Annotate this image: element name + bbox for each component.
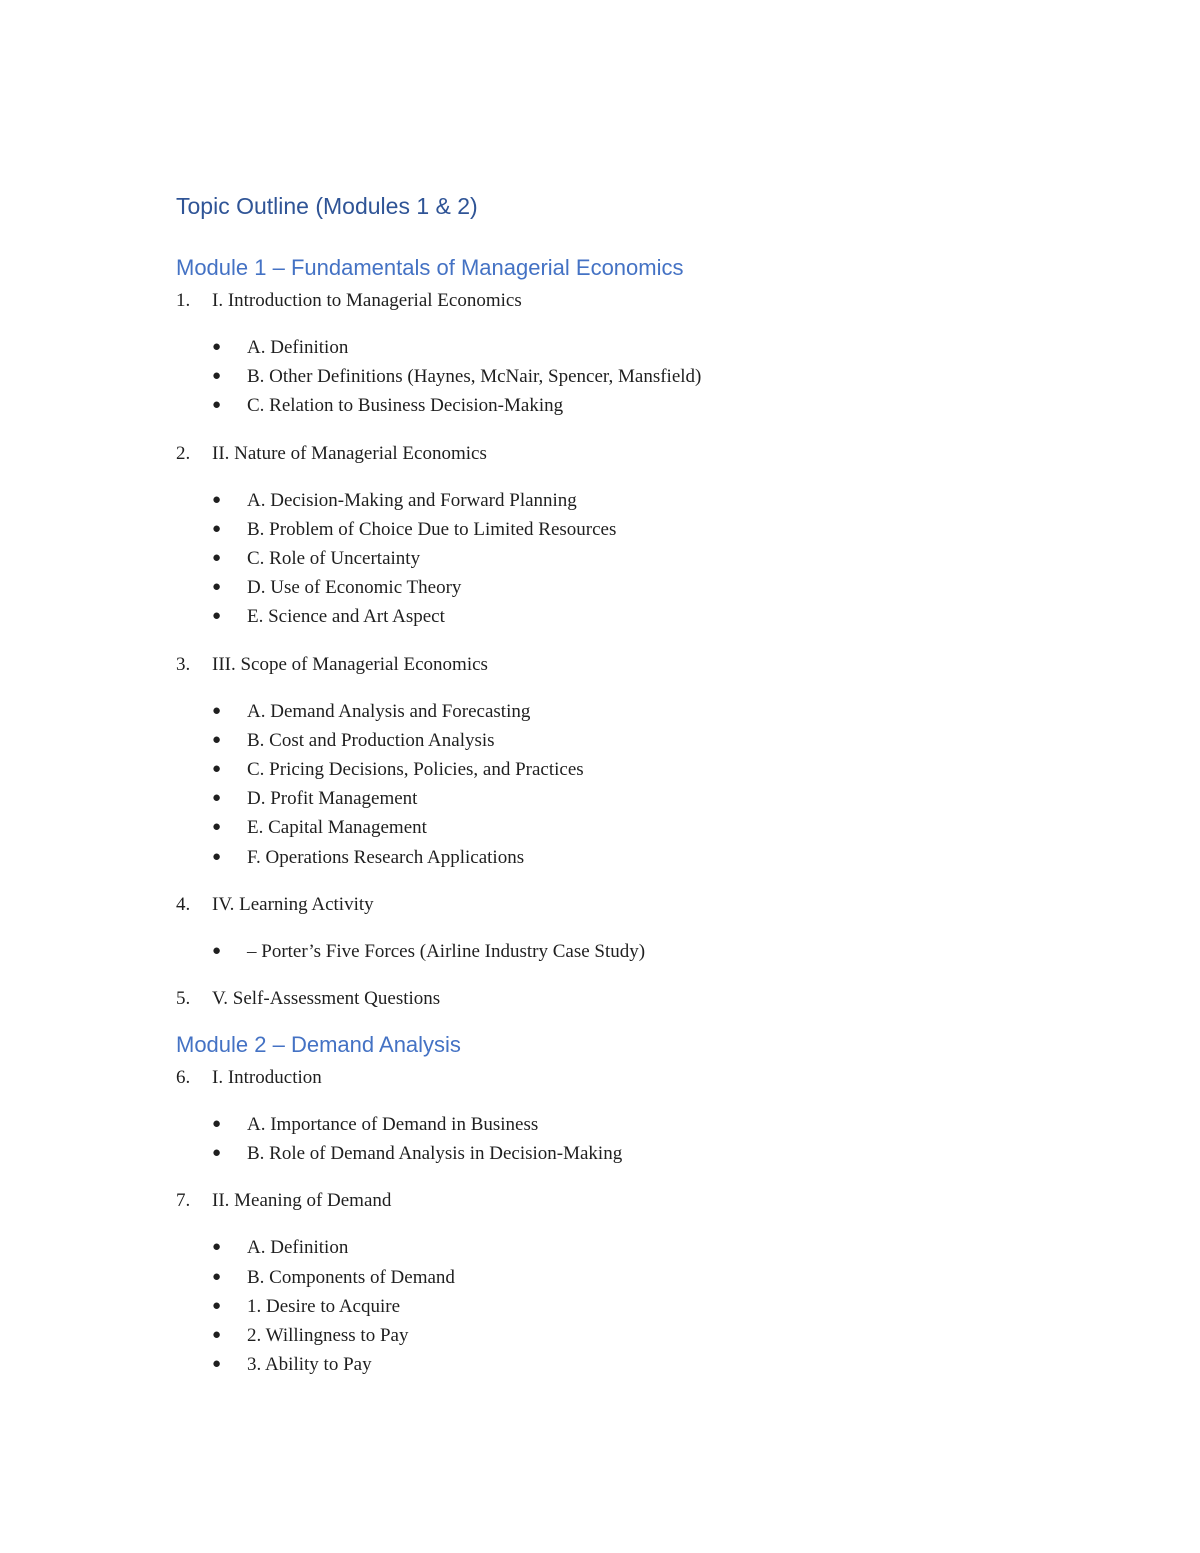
- bullet-icon: ●: [212, 520, 222, 537]
- bullet-list: [176, 697, 1026, 872]
- list-item-text: A. Definition: [247, 337, 349, 358]
- list-item: [212, 602, 1026, 631]
- list-item-text: B. Problem of Choice Due to Limited Resources: [247, 518, 617, 540]
- list-item: [212, 362, 1026, 391]
- bullet-icon: ●: [212, 579, 222, 596]
- section-heading: [176, 1063, 1026, 1092]
- bullet-icon: ●: [212, 339, 222, 355]
- outline-section: [176, 286, 1026, 421]
- module-heading: Module 1 – Fundamentals of Managerial Economics: [176, 255, 684, 280]
- bullet-icon: ●: [212, 550, 222, 567]
- bullet-list: [176, 937, 1026, 966]
- list-item-text: B. Role of Demand Analysis in Decision-Making: [247, 1143, 623, 1165]
- outline-section: [176, 650, 1026, 872]
- list-item: [212, 486, 1026, 515]
- bullet-icon: ●: [212, 942, 222, 959]
- list-item-text: 1. Desire to Acquire: [247, 1295, 401, 1317]
- section-label: II. Meaning of Demand: [212, 1190, 392, 1212]
- outline-section: [176, 439, 1026, 632]
- bullet-icon: ●: [212, 761, 222, 778]
- list-item: [212, 1110, 1026, 1139]
- document-page: [176, 188, 1026, 1397]
- bullet-icon: ●: [212, 608, 222, 625]
- list-item: [212, 1292, 1026, 1321]
- list-item: [212, 784, 1026, 813]
- outline-section: [176, 890, 1026, 966]
- section-label: III. Scope of Managerial Economics: [212, 653, 488, 675]
- list-item-text: E. Science and Art Aspect: [247, 606, 445, 628]
- bullet-list: [176, 486, 1026, 632]
- list-item-text: F. Operations Research Applications: [247, 846, 525, 868]
- bullet-list: [176, 1233, 1026, 1379]
- section-number: 5.: [176, 988, 191, 1010]
- section-label: IV. Learning Activity: [212, 893, 374, 915]
- section-label: II. Nature of Managerial Economics: [212, 442, 487, 464]
- list-item: [212, 813, 1026, 842]
- bullet-icon: ●: [212, 397, 222, 414]
- list-item-text: C. Relation to Business Decision-Making: [247, 395, 564, 417]
- list-item-text: B. Other Definitions (Haynes, McNair, Spencer, Mansfield): [247, 366, 702, 388]
- list-item-text: C. Role of Uncertainty: [247, 548, 421, 570]
- bullet-icon: ●: [212, 790, 222, 807]
- list-item: [212, 726, 1026, 755]
- list-item: [212, 1263, 1026, 1292]
- list-item: [212, 573, 1026, 602]
- bullet-icon: ●: [212, 731, 222, 748]
- list-item-text: A. Importance of Demand in Business: [247, 1114, 539, 1136]
- section-heading: [176, 890, 1026, 919]
- bullet-list: [176, 1110, 1026, 1168]
- bullet-icon: ●: [212, 1239, 222, 1256]
- list-item-text: B. Components of Demand: [247, 1266, 455, 1288]
- bullet-list: [176, 333, 1026, 421]
- section-label: V. Self-Assessment Questions: [212, 988, 441, 1010]
- list-item: [212, 391, 1026, 420]
- section-heading: [176, 984, 1026, 1013]
- list-item: [212, 937, 1026, 966]
- list-item-text: A. Decision-Making and Forward Planning: [247, 489, 577, 511]
- section-label: I. Introduction to Managerial Economics: [212, 290, 522, 311]
- list-item-text: E. Capital Management: [247, 817, 427, 839]
- outline-section: [176, 1186, 1026, 1379]
- list-item: [212, 1233, 1026, 1262]
- section-number: 4.: [176, 893, 191, 915]
- document-title: Topic Outline (Modules 1 & 2): [176, 193, 478, 219]
- section-heading: [176, 1186, 1026, 1215]
- list-item-text: – Porter’s Five Forces (Airline Industry Case Study): [247, 940, 646, 962]
- section-heading: [176, 650, 1026, 679]
- list-item: [212, 1350, 1026, 1379]
- section-number: 1.: [176, 290, 191, 311]
- module-heading: Module 2 – Demand Analysis: [176, 1032, 461, 1058]
- bullet-icon: ●: [212, 491, 222, 508]
- list-item: [212, 333, 1026, 362]
- section-number: 2.: [176, 442, 191, 464]
- list-item: [212, 843, 1026, 872]
- outline-section: [176, 984, 1026, 1031]
- list-item-text: A. Definition: [247, 1237, 349, 1259]
- section-number: 6.: [176, 1067, 191, 1089]
- bullet-icon: ●: [212, 1327, 222, 1344]
- section-number: 7.: [176, 1190, 191, 1212]
- outline-section: [176, 1063, 1026, 1168]
- module-2: [176, 1031, 1026, 1379]
- bullet-icon: ●: [212, 1356, 222, 1373]
- list-item: [212, 515, 1026, 544]
- bullet-icon: ●: [212, 1297, 222, 1314]
- spacer: [176, 1013, 1026, 1031]
- list-item: [212, 544, 1026, 573]
- list-item: [212, 1139, 1026, 1168]
- bullet-icon: ●: [212, 1268, 222, 1285]
- list-item-text: D. Profit Management: [247, 788, 418, 810]
- section-heading: [176, 286, 1026, 315]
- bullet-icon: ●: [212, 848, 222, 865]
- list-item: [212, 1321, 1026, 1350]
- list-item: [212, 697, 1026, 726]
- modules-container: [176, 254, 1026, 1379]
- list-item-text: B. Cost and Production Analysis: [247, 729, 495, 751]
- list-item: [212, 755, 1026, 784]
- section-number: 3.: [176, 653, 191, 675]
- module-1: [176, 254, 1026, 1031]
- bullet-icon: ●: [212, 819, 222, 836]
- section-label: I. Introduction: [212, 1067, 322, 1089]
- bullet-icon: ●: [212, 1116, 222, 1133]
- bullet-icon: ●: [212, 702, 222, 719]
- section-heading: [176, 439, 1026, 468]
- list-item-text: C. Pricing Decisions, Policies, and Practices: [247, 759, 584, 781]
- list-item-text: 2. Willingness to Pay: [247, 1325, 409, 1347]
- bullet-icon: ●: [212, 368, 222, 385]
- list-item-text: A. Demand Analysis and Forecasting: [247, 700, 531, 722]
- bullet-icon: ●: [212, 1145, 222, 1162]
- list-item-text: D. Use of Economic Theory: [247, 577, 462, 599]
- list-item-text: 3. Ability to Pay: [247, 1354, 372, 1376]
